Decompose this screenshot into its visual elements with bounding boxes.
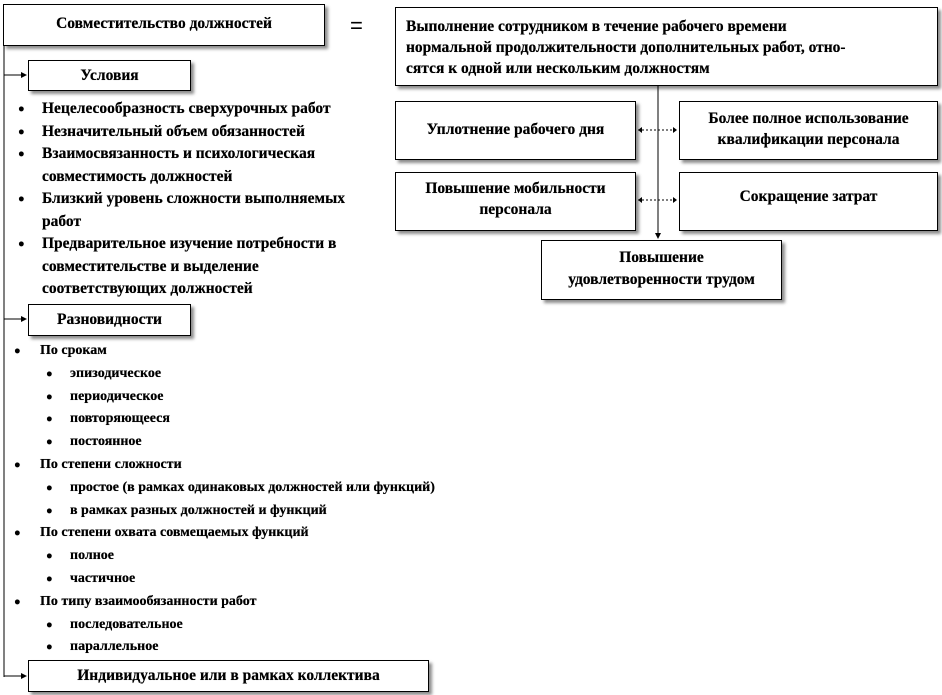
varieties-heading: Разновидности [57,311,162,328]
effect-label: Повышение [619,249,704,266]
condition-item: ● Близкий уровень сложности выполняемых работ [18,188,398,233]
condition-item: ● Нецелесообразность сверхурочных работ [18,98,398,121]
definition-box [395,7,938,86]
definition-line: Выполнение сотрудником в течение рабочего времени [406,18,787,35]
condition-item: ● Предварительное изучение потребности в совместительстве и выделение соответствующих должностей [18,233,398,301]
variety-item: ● в рамках разных должностей и функций [14,500,534,523]
definition-line: сятся к одной или нескольким должностям [406,60,710,77]
condition-item: ● Незначительный объем обязанностей [18,121,398,144]
effect-box-qualification [679,101,938,160]
individual-box [28,660,429,692]
variety-group-label: ● По степени сложности [14,454,534,477]
variety-group-label: ● По степени охвата совмещаемых функций [14,522,534,545]
effect-box-mobility [395,172,636,231]
variety-item: ● постоянное [14,431,534,454]
main-title: Совместительство должностей [56,15,272,32]
conditions-heading: Условия [80,67,139,84]
variety-item: ● простое (в рамках одинаковых должностей или функций) [14,477,534,500]
variety-group-label: ● По срокам [14,340,534,363]
variety-item: ● частичное [14,568,534,591]
equals-sign: = [350,13,363,38]
conditions-list [18,98,398,301]
variety-item: ● повторяющееся [14,408,534,431]
effect-label: удовлетворенности трудом [568,271,755,288]
varieties-list [14,340,534,659]
variety-item: ● периодическое [14,386,534,409]
variety-item: ● последовательное [14,614,534,637]
effect-label: Сокращение затрат [739,188,878,205]
individual-label: Индивидуальное или в рамках коллектива [77,667,380,684]
varieties-heading-box [28,304,191,336]
effect-label: персонала [479,201,552,218]
variety-item: ● параллельное [14,636,534,659]
effect-label: квалификации персонала [717,131,900,148]
effect-label: Уплотнение рабочего дня [426,121,605,138]
effect-label: Повышение мобильности [425,180,606,197]
variety-item: ● эпизодическое [14,363,534,386]
effect-label: Более полное использование [708,110,909,127]
variety-item: ● полное [14,545,534,568]
condition-item: ● Взаимосвязанность и психологическая совместимость должностей [18,143,398,188]
definition-line: нормальной продолжительности дополнительных работ, отно- [406,39,846,56]
main-title-box [3,4,325,46]
conditions-heading-box [28,60,191,91]
variety-group-label: ● По типу взаимообязанности работ [14,591,534,614]
effect-box-satisfaction [541,240,782,300]
effect-box-costs [679,172,938,231]
effect-box-compaction [395,101,636,160]
